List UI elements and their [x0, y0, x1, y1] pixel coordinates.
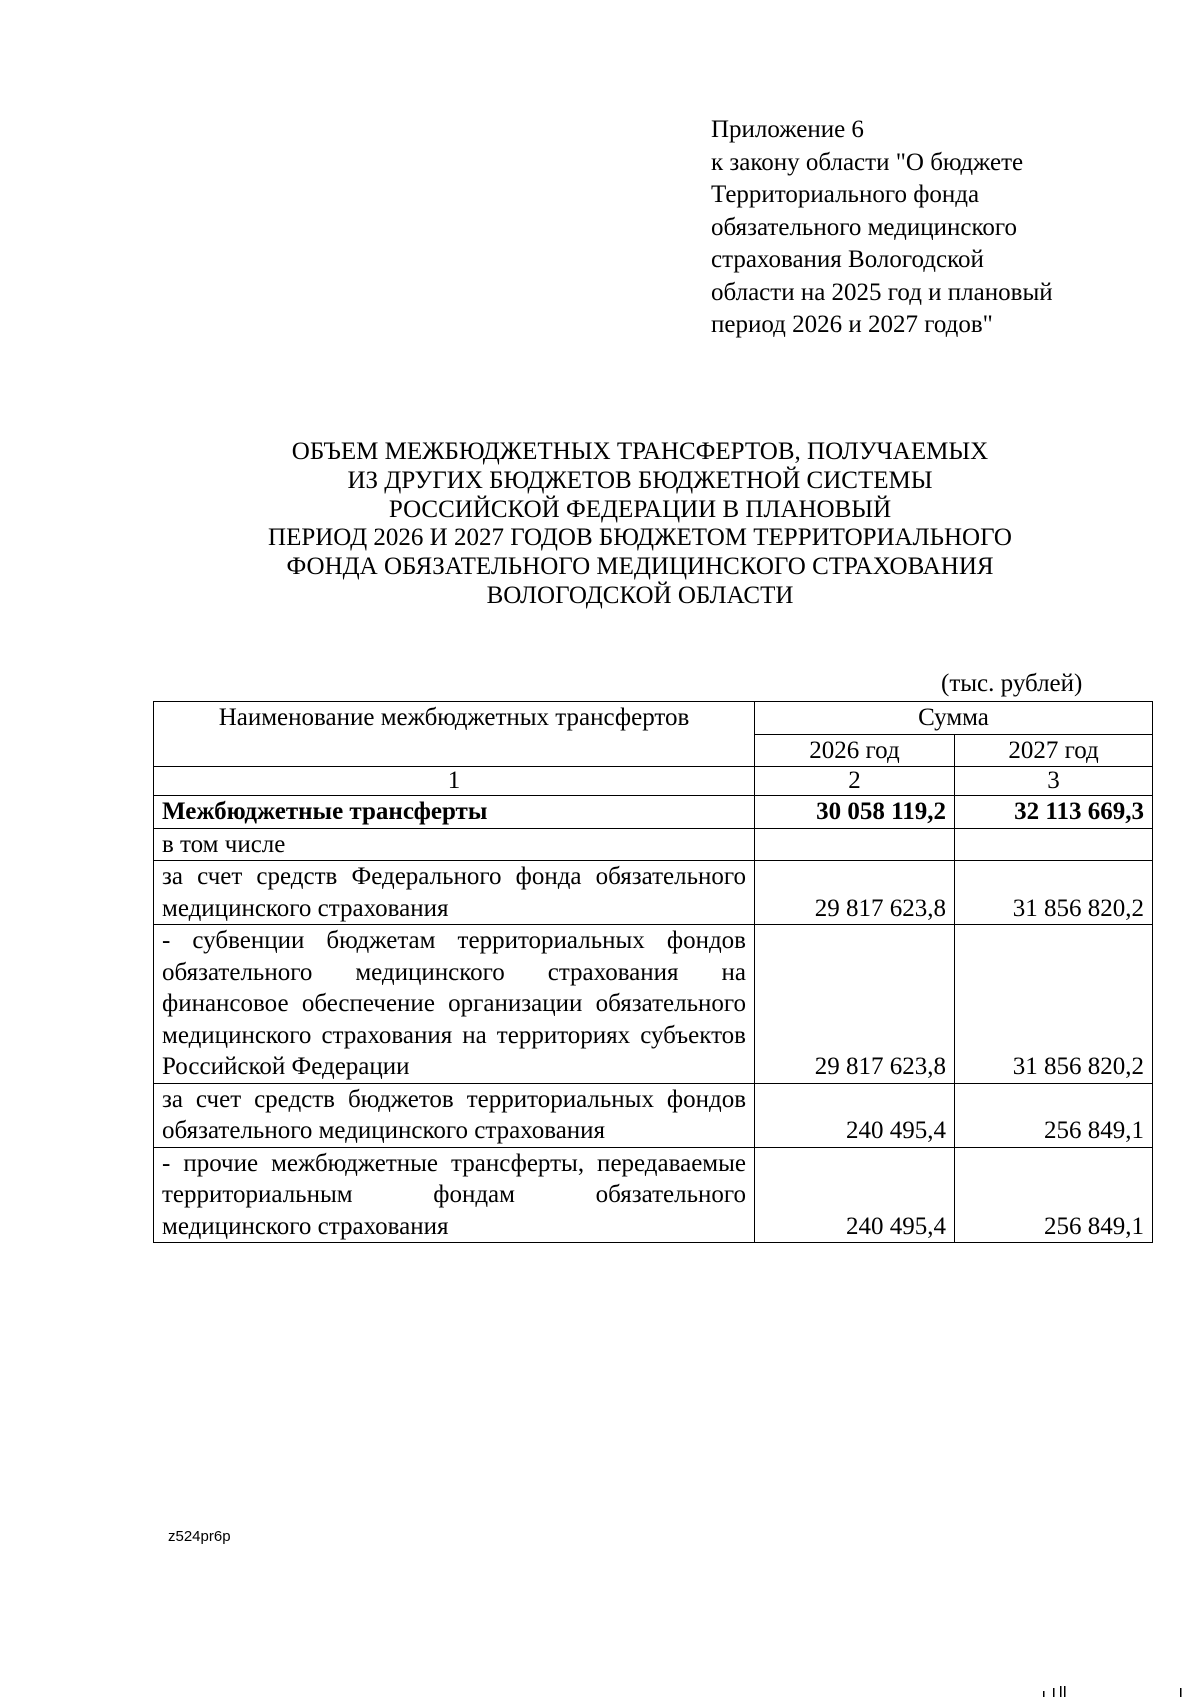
column-number: 2: [755, 767, 955, 796]
header-sum-cell: Сумма: [755, 702, 1153, 735]
title-line: ПЕРИОД 2026 И 2027 ГОДОВ БЮДЖЕТОМ ТЕРРИТОРИАЛЬНОГО: [268, 524, 1012, 552]
scan-artifacts: [1040, 1682, 1190, 1697]
table-row: [154, 828, 1153, 861]
units-label: (тыс. рублей): [941, 670, 1083, 697]
table-row: [154, 1083, 1153, 1147]
title-line: ИЗ ДРУГИХ БЮДЖЕТОВ БЮДЖЕТНОЙ СИСТЕМЫ: [347, 466, 933, 494]
column-number: 1: [154, 767, 755, 796]
column-number: 3: [955, 767, 1153, 796]
appendix-line: Территориального фонда: [711, 181, 980, 208]
title-line: РОССИЙСКОЙ ФЕДЕРАЦИИ В ПЛАНОВЫЙ: [388, 495, 892, 523]
row-name: за счет средств бюджетов территориальных фондов обязательного медицинского страхования: [154, 1083, 755, 1147]
row-name: Межбюджетные трансферты: [154, 796, 755, 829]
row-name: - прочие межбюджетные трансферты, передаваемые территориальным фондам обязательного медицинского страхования: [154, 1147, 755, 1243]
row-value-2027: 31 856 820,2: [955, 861, 1153, 925]
appendix-line: обязательного медицинского: [711, 213, 1018, 241]
header-year-2027: 2027 год: [955, 734, 1153, 767]
header-name-cell: Наименование межбюджетных трансфертов: [154, 702, 755, 767]
table-row: [154, 925, 1153, 1084]
row-value-2027: [955, 828, 1153, 861]
table-header-row: [154, 702, 1153, 735]
title-line: ВОЛОГОДСКОЙ ОБЛАСТИ: [486, 581, 794, 609]
title-line: ОБЪЕМ МЕЖБЮДЖЕТНЫХ ТРАНСФЕРТОВ, ПОЛУЧАЕМЫХ: [291, 438, 989, 465]
appendix-line: страхования Вологодской: [711, 246, 984, 273]
row-value-2026: 30 058 119,2: [755, 796, 955, 829]
row-value-2027: 31 856 820,2: [955, 925, 1153, 1084]
row-value-2026: 29 817 623,8: [755, 861, 955, 925]
title-line: ФОНДА ОБЯЗАТЕЛЬНОГО МЕДИЦИНСКОГО СТРАХОВАНИЯ: [286, 553, 994, 581]
appendix-line: период 2026 и 2027 годов": [711, 311, 993, 338]
table-row: [154, 861, 1153, 925]
appendix-line: к закону области "О бюджете: [711, 148, 1024, 176]
row-name: в том числе: [154, 828, 755, 861]
transfers-table: [153, 701, 1153, 1243]
appendix-line: Приложение 6: [711, 116, 864, 143]
appendix-note: [711, 114, 1151, 342]
appendix-line: области на 2025 год и плановый: [711, 278, 1053, 306]
row-value-2026: 240 495,4: [755, 1147, 955, 1243]
row-value-2027: 256 849,1: [955, 1147, 1153, 1243]
header-year-2026: 2026 год: [755, 734, 955, 767]
table-numbering-row: [154, 767, 1153, 796]
table-row-total: [154, 796, 1153, 829]
row-name: за счет средств Федерального фонда обязательного медицинского страхования: [154, 861, 755, 925]
row-value-2027: 256 849,1: [955, 1083, 1153, 1147]
row-name: - субвенции бюджетам территориальных фондов обязательного медицинского страхования на финансовое обеспечение организации обязательного медицинского страхования на территориях субъектов Российской Федерации: [154, 925, 755, 1084]
row-value-2026: [755, 828, 955, 861]
document-code: z524pr6p: [168, 1528, 231, 1545]
row-value-2027: 32 113 669,3: [955, 796, 1153, 829]
row-value-2026: 240 495,4: [755, 1083, 955, 1147]
table-row: [154, 1147, 1153, 1243]
document-title: [150, 438, 1130, 611]
row-value-2026: 29 817 623,8: [755, 925, 955, 1084]
